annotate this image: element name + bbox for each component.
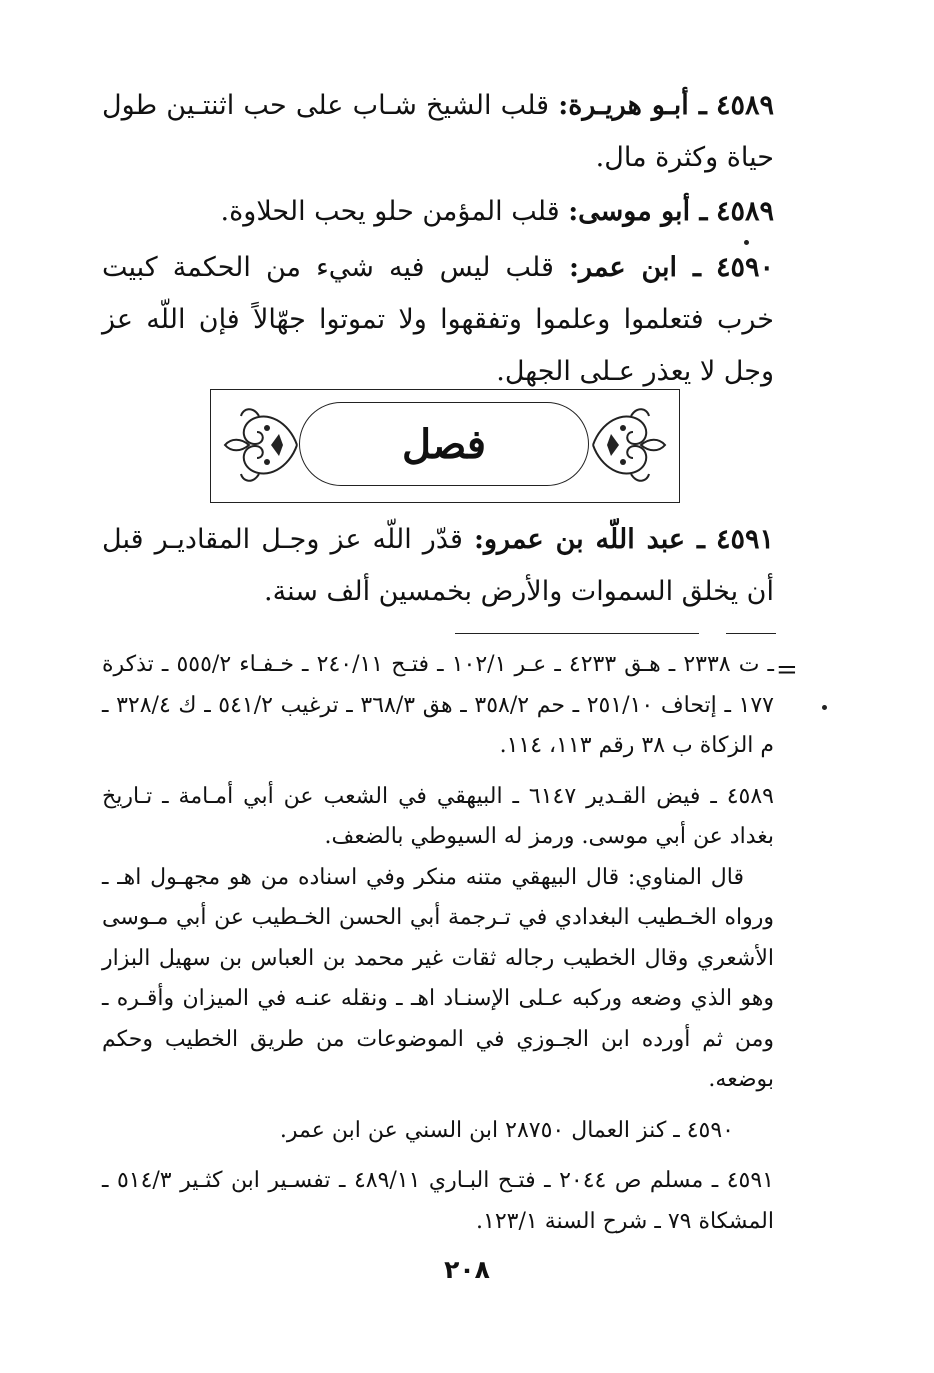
footnote-paragraph: ٤٥٨٩ ـ فيض القـدير ٦١٤٧ ـ البيهقي في الشعب عن أبي أمـامة ـ تـاريخ بغداد عن أبي موسى. ورمز له السيوطي بالضعف. [102, 783, 774, 849]
hadith-narrator: أبـو هريـرة: [558, 90, 689, 121]
arabesque-ornament-icon [219, 402, 301, 488]
hadith-text: قلب المؤمن حلو يحب الحلاوة. [220, 196, 560, 227]
section-heading-frame [210, 389, 680, 503]
print-speck [822, 705, 827, 710]
footnote-paragraph: قال المناوي: قال البيهقي متنه منكر وفي اسناده من هو مجهـول اهـ ـ ورواه الخـطيب البغدادي في تـرجمة أبي الحسن الخـطيب عن أبي مـوسى الأشعري وقال الخطيب رجاله ثقات غير محمد بن العباس بن سهيل البزار وهو الذي وضعه وركبه عـلى الإسنـاد اهـ ـ ونقله عنـه في الميزان وأقـره ـ ومن ثم أورده ابن الجـوزي في الموضوعات من طريق الخطيب وحكم بوضعه. [102, 864, 774, 1092]
footnote-paragraph: ـ ت ٢٣٣٨ ـ هـق ٤٢٣٣ ـ عـر ١٠٢/١ ـ فتـح ٢٤٠/١١ ـ خـفـاء ٥٥٥/٢ ـ تذكرة ١٧٧ ـ إتحاف ٢٥١/١٠ ـ حم ٣٥٨/٢ ـ هق ٣٦٨/٣ ـ ترغيب ٥٤١/٢ ـ ك ٣٢٨/٤ ـ م الزكاة ب ٣٨ رقم ١١٣، ١١٤. [102, 652, 775, 758]
hadith-entry: ٤٥٨٩ ـ أبو موسى: قلب المؤمن حلو يحب الحلاوة. [220, 196, 774, 227]
hadith-number: ٤٥٩١ [715, 524, 774, 555]
hadith-number: ٤٥٩٠ [715, 252, 774, 283]
section-heading-cartouche [299, 402, 589, 486]
hadith-text: قلب الشيخ شـاب على حب اثنتـين طول حياة وكثرة مال. [102, 90, 774, 173]
footnote-separator [726, 633, 776, 634]
hadith-entry: ٤٥٨٩ ـ أبـو هريـرة: قلب الشيخ شـاب على حب اثنتـين طول حياة وكثرة مال. [102, 90, 774, 173]
hadith-entry: ٤٥٩١ ـ عبد اللّه بن عمرو: قدّر اللّه عز وجـل المقاديـر قبل أن يخلق السموات والأرض بخمسين ألف سنة. [102, 524, 774, 607]
page-number: ٢٠٨ [444, 1255, 490, 1284]
footnote-paragraph: ٤٥٩٠ ـ كنز العمال ٢٨٧٥٠ ابن السني عن ابن عمر. [279, 1117, 734, 1143]
section-heading: فصل [401, 420, 487, 468]
footnotes [102, 645, 774, 1242]
hadith-number: ٤٥٨٩ [715, 196, 774, 227]
footnote-separator [455, 633, 699, 634]
footnote-continuation-marker: = [776, 655, 798, 685]
print-speck [744, 240, 749, 245]
arabesque-ornament-icon [589, 402, 671, 488]
hadith-narrator: ابن عمر: [568, 252, 678, 283]
footnote-paragraph: ٤٥٩١ ـ مسلم ص ٢٠٤٤ ـ فتـح البـاري ٤٨٩/١١ ـ تفسـير ابن كثـير ٥١٤/٣ ـ المشكاة ٧٩ ـ شرح السنة ١٢٣/١. [102, 1168, 774, 1234]
hadith-narrator: عبد اللّه بن عمرو: [474, 524, 686, 555]
hadith-text: قدّر اللّه عز وجـل المقاديـر قبل أن يخلق السموات والأرض بخمسين ألف سنة. [102, 524, 774, 607]
hadith-entry: ٤٥٩٠ ـ ابن عمر: قلب ليس فيه شيء من الحكمة كبيت خرب فتعلموا وعلموا وتفقهوا ولا تموتوا جهّالاً فإن اللّه عز وجل لا يعذر عـلى الجهل. [102, 252, 774, 387]
hadith-text: قلب ليس فيه شيء من الحكمة كبيت خرب فتعلموا وعلموا وتفقهوا ولا تموتوا جهّالاً فإن اللّه عز وجل لا يعذر عـلى الجهل. [102, 252, 774, 387]
hadith-narrator: أبو موسى: [568, 196, 691, 227]
hadith-number: ٤٥٨٩ [715, 90, 774, 121]
